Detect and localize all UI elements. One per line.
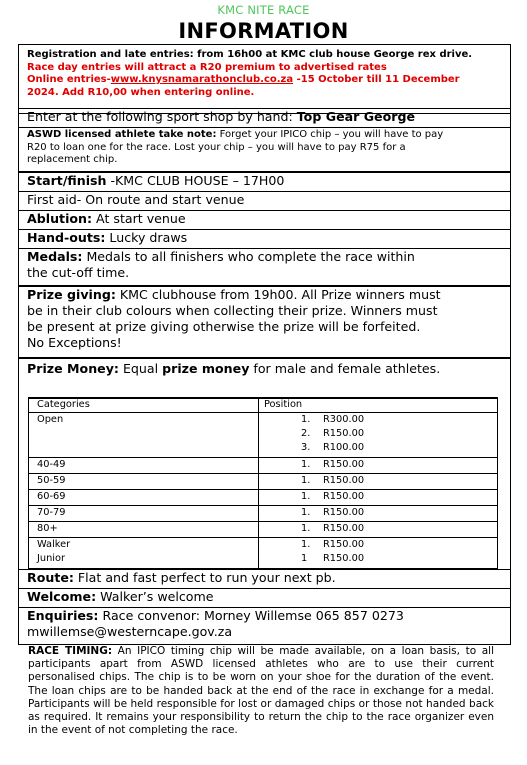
open-pos-2: 2. [301, 428, 311, 439]
registration-line3 [27, 74, 507, 87]
race-timing-text: An IPICO timing chip will be made available, on a loan basis, to all participants apart from ASWD licensed athletes who are to use their current personalised chips. The chip is to be worn on your shoe for the duration of the event. The loan chips are to be handed back at the end of the race in exchange for a medal. Participants will be held responsible for lost or damaged chips or those not handed back as required. It remains your responsibility to return the chip to the race organizer even in the event of not completing the race. [28, 645, 494, 737]
race-timing-note [28, 645, 494, 737]
enquiries-box [18, 607, 511, 645]
open-amount-1: R300.00 [323, 414, 365, 425]
position-cell: 1. [301, 507, 311, 518]
category-cell: 40-49 [37, 459, 66, 470]
prize-money-label: Prize Money: [27, 361, 119, 376]
prize-giving-line4: No Exceptions! [27, 335, 122, 350]
prize-giving-box [18, 286, 511, 358]
open-pos-1: 1. [301, 414, 311, 425]
handouts-box [18, 229, 511, 249]
prize-giving-line2: be in their club colours when collecting their prize. Winners must [27, 303, 438, 318]
header-position: Position [264, 399, 303, 410]
prize-giving-line3: be present at prize giving otherwise the prize will be forfeited. [27, 319, 421, 334]
welcome-label: Welcome: [27, 589, 97, 604]
registration-box [18, 44, 511, 114]
header-categories: Categories [37, 399, 90, 410]
prize-money-text-b: prize money [162, 361, 250, 376]
sport-shop-name: Top Gear George [296, 109, 416, 124]
enquiries-label: Enquiries: [27, 608, 99, 623]
medals-box [18, 248, 511, 286]
position-cell: 1 [301, 553, 308, 564]
registration-line4: 2024. Add R10,00 when entering online. [27, 86, 255, 98]
position-cell: 1. [301, 523, 311, 534]
handouts-label: Hand-outs: [27, 230, 106, 245]
prize-giving-line1 [27, 287, 507, 303]
open-pos-3: 3. [301, 442, 311, 453]
table-row [29, 537, 497, 568]
category-cell: Junior [37, 553, 66, 564]
amount-cell: R150.00 [323, 523, 365, 534]
table-row [29, 521, 497, 537]
ablution-text: At start venue [92, 211, 186, 226]
category-cell: 60-69 [37, 491, 66, 502]
position-cell: 1. [301, 459, 311, 470]
amount-cell: R150.00 [323, 491, 365, 502]
medals-label: Medals: [27, 249, 83, 264]
aswd-line1-text: Forget your IPICO chip – you will have to pay [216, 129, 444, 140]
medals-line2: the cut-off time. [27, 265, 130, 280]
table-row [29, 457, 497, 473]
position-cell: 1. [301, 475, 311, 486]
medals-line1 [27, 249, 507, 265]
amount-cell: R150.00 [323, 507, 365, 518]
prize-money-text-c: for male and female athletes. [249, 361, 441, 376]
online-entry-link[interactable]: www.knysnamarathonclub.co.za [110, 74, 294, 86]
first-aid-box [18, 191, 511, 211]
prize-giving-line1-text: KMC clubhouse from 19h00. All Prize winners must [115, 287, 441, 302]
ablution-box [18, 210, 511, 230]
category-cell: 80+ [37, 523, 58, 534]
route-text: Flat and fast perfect to run your next pb. [73, 570, 336, 585]
start-finish-text: -KMC CLUB HOUSE – 17H00 [106, 173, 285, 188]
enquiries-text: Race convenor: Morney Willemse 065 857 0273 [98, 608, 404, 623]
ablution-label: Ablution: [27, 211, 93, 226]
prize-money-line [27, 359, 507, 377]
prize-table [28, 397, 498, 569]
prize-giving-label: Prize giving: [27, 287, 116, 302]
registration-line3a: Online entries- [27, 74, 111, 86]
prize-money-text-a: Equal [118, 361, 163, 376]
amount-cell: R150.00 [323, 459, 365, 470]
category-cell: 70-79 [37, 507, 66, 518]
amount-cell: R150.00 [323, 553, 365, 564]
page-title: INFORMATION [178, 19, 349, 43]
sport-shop-text: Enter at the following sport shop by hand: [27, 109, 297, 124]
aswd-line2: R20 to loan one for the race. Lost your chip – you will have to pay R75 for a [27, 141, 406, 153]
table-row [29, 473, 497, 489]
table-header-row [29, 398, 497, 412]
welcome-box [18, 588, 511, 608]
medals-line1-text: Medals to all finishers who complete the race within [82, 249, 415, 264]
sport-shop-box [18, 108, 511, 128]
registration-line1: Registration and late entries: from 16h00 at KMC club house George rex drive. [27, 49, 473, 60]
table-row-open [29, 412, 497, 457]
first-aid-text: First aid- On route and start venue [27, 192, 245, 207]
open-amount-2: R150.00 [323, 428, 365, 439]
category-open: Open [37, 414, 64, 425]
position-cell: 1. [301, 539, 311, 550]
amount-cell: R150.00 [323, 475, 365, 486]
aswd-line3: replacement chip. [27, 154, 118, 166]
aswd-line1 [27, 129, 507, 142]
start-finish-box [18, 172, 511, 192]
position-cell: 1. [301, 491, 311, 502]
enquiries-email[interactable]: mwillemse@westerncape.gov.za [27, 624, 233, 639]
start-finish-label: Start/finish [27, 173, 107, 188]
registration-line3c: -15 October till 11 December [293, 74, 460, 86]
amount-cell: R150.00 [323, 539, 365, 550]
handouts-text: Lucky draws [105, 230, 188, 245]
table-row [29, 489, 497, 505]
open-amount-3: R100.00 [323, 442, 365, 453]
welcome-text: Walker’s welcome [96, 589, 214, 604]
event-name: KMC NITE RACE [217, 3, 310, 17]
enquiries-line1 [27, 608, 507, 624]
category-cell: Walker [37, 539, 71, 550]
route-label: Route: [27, 570, 74, 585]
route-box [18, 569, 511, 589]
registration-line2: Race day entries will attract a R20 premium to advertised rates [27, 61, 387, 73]
table-row [29, 505, 497, 521]
aswd-label: ASWD licensed athlete take note: [27, 129, 217, 140]
aswd-box [18, 127, 511, 172]
race-timing-label: RACE TIMING: [28, 645, 113, 657]
category-cell: 50-59 [37, 475, 66, 486]
